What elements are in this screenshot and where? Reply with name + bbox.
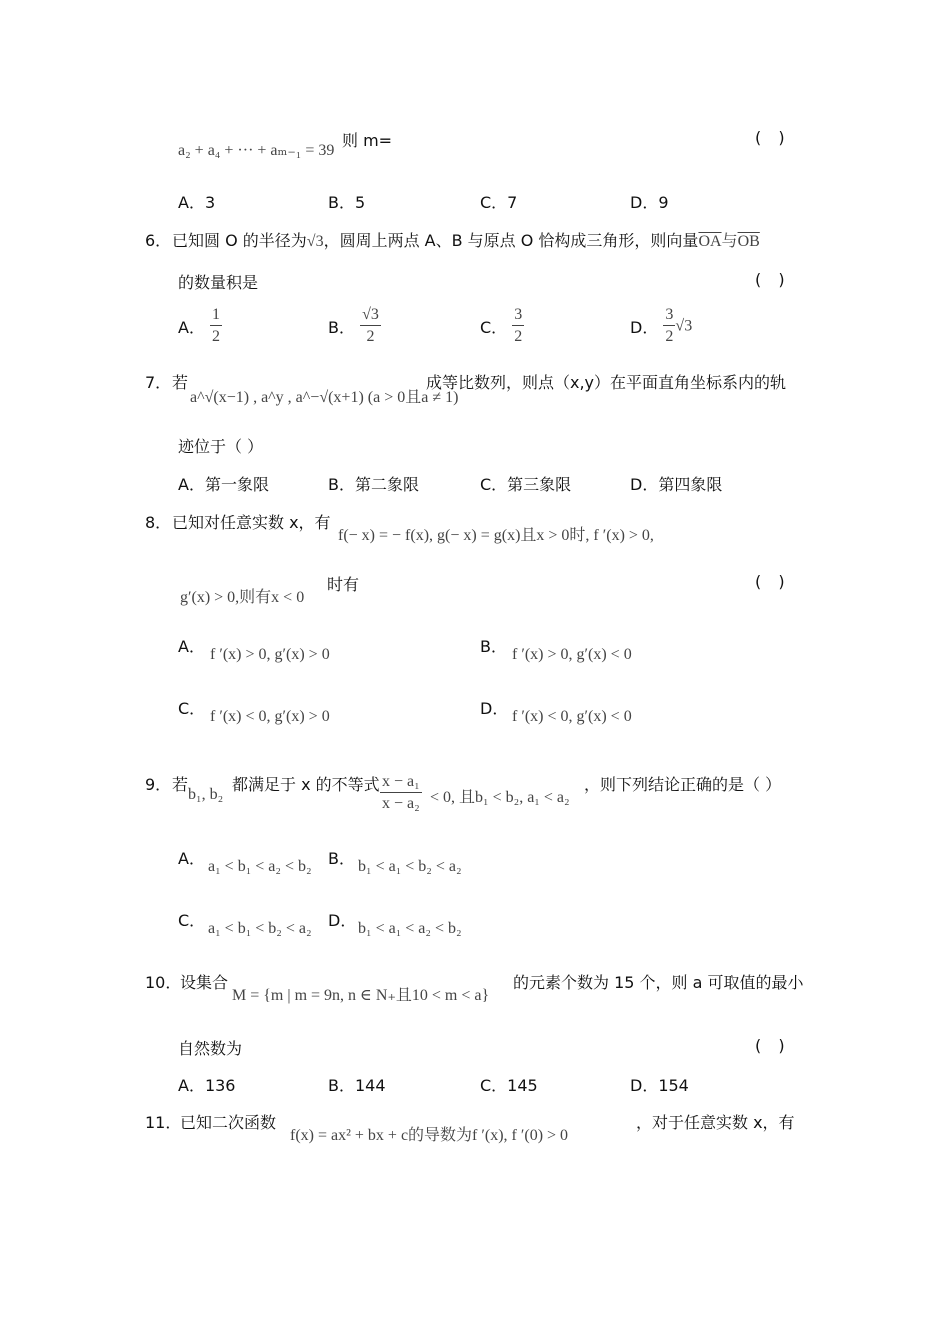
q6-text-b: ，圆周上两点 A、B 与原点 O 恰构成三角形，则向量 (323, 231, 699, 250)
q9-text-c: ，则下列结论正确的是（ ） (584, 775, 782, 794)
q6-option-b-label: B． (328, 318, 355, 337)
q6-option-d-numerator: 3 (663, 305, 675, 326)
q11-function-expression: f(x) = ax² + bx + c的导数为f ′(x), f ′(0) > 0 (290, 1127, 569, 1144)
q7-option-a: A．第一象限 (178, 475, 269, 494)
q11-text-a: 已知二次函数 (180, 1113, 277, 1132)
q10-option-a: A．136 (178, 1076, 236, 1095)
q6-option-b-fraction (360, 305, 381, 348)
q8-text-a: 已知对任意实数 x，有 (172, 513, 331, 532)
q6-option-b-denominator: 2 (366, 328, 375, 345)
q6-text-a: 已知圆 O 的半径为 (172, 231, 307, 250)
q6-option-c-label: C． (480, 318, 508, 337)
q6-vector-and: 与 (721, 233, 738, 250)
q8-option-b-label: B． (480, 637, 507, 656)
q9-option-a-expression: a₁ < b₁ < a₂ < b₂ (208, 858, 312, 875)
q8-option-a-expression: f ′(x) > 0, g′(x) > 0 (210, 646, 330, 663)
q8-option-c-expression: f ′(x) < 0, g′(x) > 0 (210, 708, 330, 725)
q6-option-c-fraction (512, 305, 524, 348)
q6-option-c-denominator: 2 (514, 328, 523, 345)
q10-option-c: C．145 (480, 1076, 538, 1095)
q6-option-a-numerator: 1 (210, 305, 222, 326)
q11-number: 11． (145, 1113, 182, 1132)
q6-stem-line2: 的数量积是 (178, 273, 259, 292)
q9-option-d-expression: b₁ < a₁ < a₂ < b₂ (358, 920, 462, 937)
q8-option-d-expression: f ′(x) < 0, g′(x) < 0 (512, 708, 632, 725)
q6-vector-ob: $\overline{OB}$ (737, 233, 760, 250)
q6-option-a-fraction (210, 305, 222, 348)
q9-fraction-numerator: x − a₁ (380, 772, 422, 793)
q6-stem-line1 (172, 228, 760, 251)
q6-option-a-denominator: 2 (212, 328, 221, 345)
q5-answer-paren: ( ) (755, 128, 791, 147)
q6-vector-oa: $\overline{OA}$ (698, 233, 722, 250)
q11-text-b: ，对于任意实数 x，有 (636, 1113, 795, 1132)
q9-number: 9． (145, 775, 172, 794)
q5-option-b: B．5 (328, 193, 366, 212)
q8-answer-paren: ( ) (755, 572, 791, 591)
q9-condition: < 0, 且b₁ < b₂, a₁ < a₂ (430, 789, 570, 806)
q6-option-d-label: D． (630, 318, 659, 337)
q10-option-b: B．144 (328, 1076, 386, 1095)
q6-option-b-numerator: √3 (360, 305, 381, 326)
q9-text-a: 若 (172, 775, 189, 794)
q10-option-d: D．154 (630, 1076, 689, 1095)
q5-option-c: C．7 (480, 193, 518, 212)
q9-option-c-label: C． (178, 911, 206, 930)
q6-option-c-numerator: 3 (512, 305, 524, 326)
q6-answer-paren: ( ) (755, 270, 791, 289)
q6-radius: √3 (306, 233, 324, 250)
q9-text-b: 都满足于 x 的不等式 (232, 775, 380, 794)
q10-number: 10． (145, 973, 182, 992)
q8-option-c-label: C． (178, 699, 206, 718)
q6-option-d-fraction (663, 305, 675, 348)
q5-tail-text: 则 m= (342, 131, 393, 150)
q6-option-b (328, 305, 381, 348)
q7-expression: a^√(x−1) , a^y , a^−√(x+1) (a > 0且a ≠ 1) (190, 389, 459, 406)
q6-number: 6． (145, 231, 172, 250)
q7-text-a: 若 (172, 373, 189, 392)
q8-option-a-label: A． (178, 637, 205, 656)
q6-option-c (480, 305, 524, 348)
q9-inequality-fraction (380, 772, 422, 815)
q10-set-expression: M = {m | m = 9n, n ∈ N₊且10 < m < a} (232, 987, 490, 1004)
q8-expression-1: f(− x) = − f(x), g(− x) = g(x)且x > 0时, f ′(x) > 0, (338, 527, 654, 544)
q9-option-d-label: D． (328, 911, 357, 930)
q9-option-a-label: A． (178, 849, 205, 868)
q8-number: 8． (145, 513, 172, 532)
q6-option-d (630, 305, 692, 348)
q7-number: 7． (145, 373, 172, 392)
q5-option-a: A．3 (178, 193, 216, 212)
q8-expression-2: g′(x) > 0,则有x < 0 (180, 589, 305, 606)
q10-stem-line2: 自然数为 (178, 1039, 243, 1058)
q10-text-a: 设集合 (180, 973, 229, 992)
q9-fraction-denominator: x − a₂ (382, 795, 420, 812)
q8-option-b-expression: f ′(x) > 0, g′(x) < 0 (512, 646, 632, 663)
q7-option-c: C．第三象限 (480, 475, 572, 494)
q10-text-b: 的元素个数为 15 个，则 a 可取值的最小 (513, 973, 804, 992)
q5-option-d: D．9 (630, 193, 669, 212)
q7-option-d: D．第四象限 (630, 475, 723, 494)
q9-option-c-expression: a₁ < b₁ < b₂ < a₂ (208, 920, 312, 937)
q10-answer-paren: ( ) (755, 1036, 791, 1055)
q7-option-b: B．第二象限 (328, 475, 419, 494)
q9-option-b-expression: b₁ < a₁ < b₂ < a₂ (358, 858, 462, 875)
q6-option-d-tail: √3 (675, 317, 693, 335)
q8-option-d-label: D． (480, 699, 509, 718)
q6-option-a (178, 305, 222, 348)
q9-variables: b₁, b₂ (188, 786, 224, 803)
q5-sum-expression: a₂ + a₄ + ··· + aₘ₋₁ = 39 (178, 142, 335, 159)
q7-stem-line2: 迹位于（ ） (178, 437, 264, 456)
q9-option-b-label: B． (328, 849, 355, 868)
q8-tail-text: 时有 (327, 575, 360, 594)
q6-option-d-denominator: 2 (665, 328, 674, 345)
q6-option-a-label: A． (178, 318, 205, 337)
q7-text-b: 成等比数列，则点（x,y）在平面直角坐标系内的轨 (426, 373, 787, 392)
